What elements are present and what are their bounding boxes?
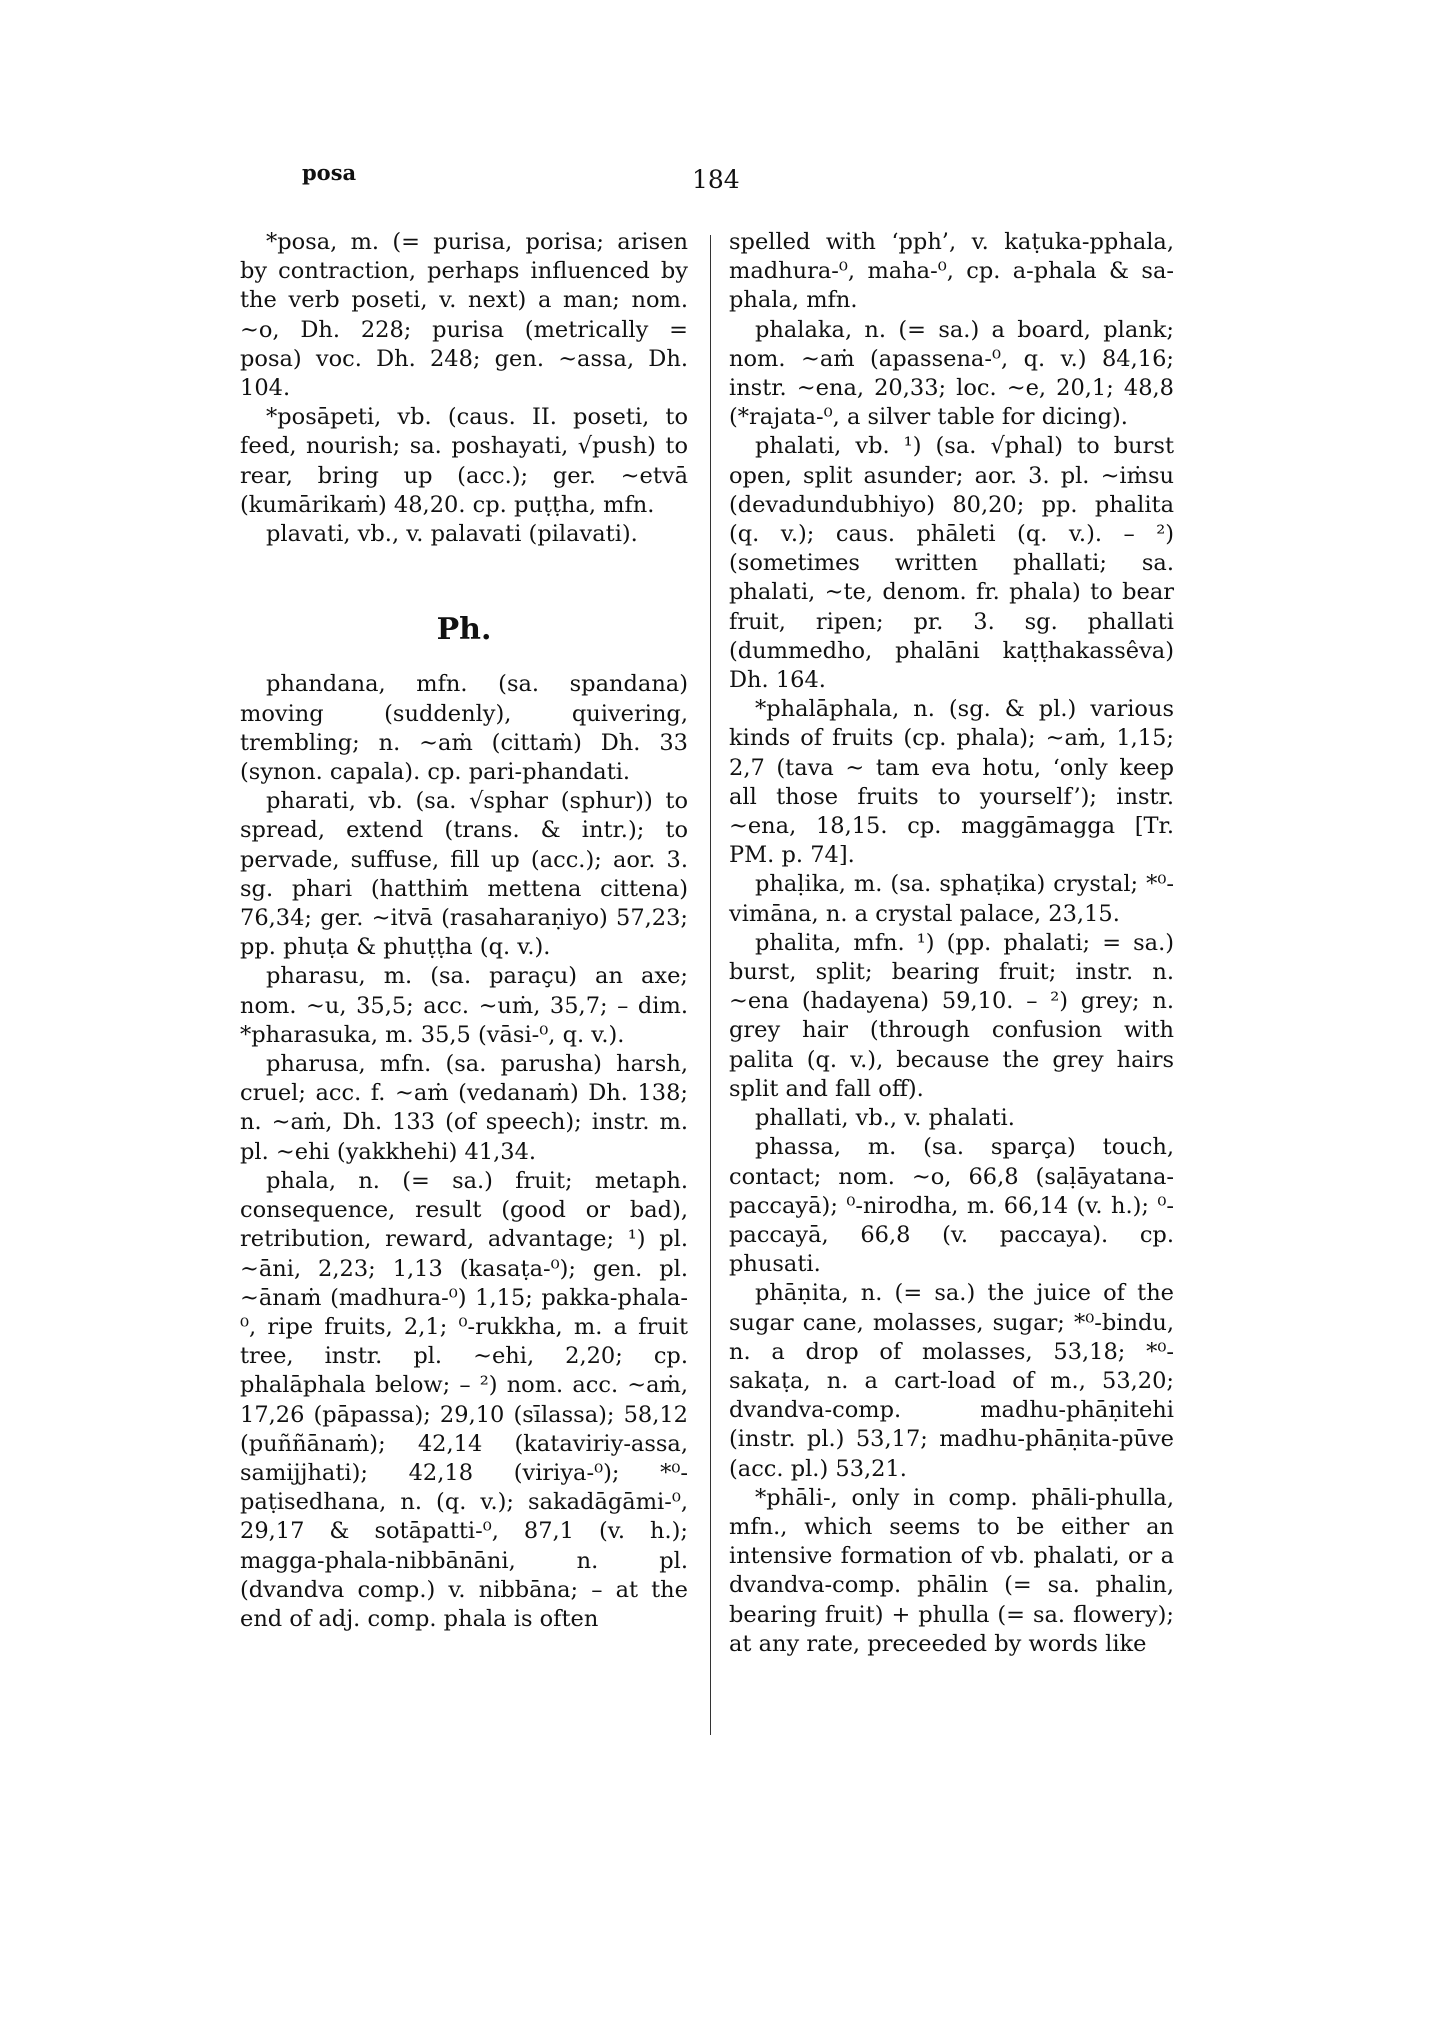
entry-posapeti: *posāpeti, vb. (caus. II. poseti, to feed, nourish; sa. poshayati, √push) to rear, bring up (acc.); ger. ~etvā (kumārikaṁ) 48,20. cp. puṭṭha, mfn. xyxy=(240,404,688,518)
section-heading: Ph. xyxy=(436,612,492,648)
column-divider xyxy=(710,235,711,1735)
entry-phallati: phallati, vb., v. phalati. xyxy=(755,1105,1015,1132)
right-column xyxy=(729,228,1174,1659)
entry-phalika: phaḷika, m. (sa. sphaṭika) crystal; *⁰-vimāna, n. a crystal palace, 23,15. xyxy=(729,871,1174,927)
entry-phalita: phalita, mfn. ¹) (pp. phalati; = sa.) burst, split; bearing fruit; instr. n. ~ena (hadayena) 59,10. – ²) grey; n. grey hair (through confusion with palita (q. v.), because the grey hairs split and fall off). xyxy=(729,929,1174,1102)
page-number: 184 xyxy=(692,165,740,194)
entry-pharati: pharati, vb. (sa. √sphar (sphur)) to spread, extend (trans. & intr.); to pervade, suffuse, fill up (acc.); aor. 3. sg. phari (hatthiṁ mettena cittena) 76,34; ger. ~itvā (rasaharaṇiyo) 57,23; pp. phuṭa & phuṭṭha (q. v.). xyxy=(240,788,688,961)
entry-posa: *posa, m. (= purisa, porisa; arisen by contraction, perhaps influenced by the verb poseti, v. next) a man; nom. ~o, Dh. 228; purisa (metrically = posa) voc. Dh. 248; gen. ~assa, Dh. 104. xyxy=(240,229,688,402)
left-column xyxy=(240,228,688,1634)
entry-pharasu: pharasu, m. (sa. paraçu) an axe; nom. ~u, 35,5; acc. ~uṁ, 35,7; – dim. *pharasuka, m. 35,5 (vāsi-⁰, q. v.). xyxy=(240,963,688,1048)
running-head: posa xyxy=(302,160,357,185)
entry-phandana: phandana, mfn. (sa. spandana) moving (suddenly), quivering, trembling; n. ~aṁ (cittaṁ) Dh. 33 (synon. capala). cp. pari-phandati. xyxy=(240,671,688,786)
entry-phali: *phāli-, only in comp. phāli-phulla, mfn., which seems to be either an intensive formation of vb. phalati, or a dvandva-comp. phālin (= sa. phalin, bearing fruit) + phulla (= sa. flowery); at any rate, preceeded by words like xyxy=(729,1484,1174,1657)
entry-pharusa: pharusa, mfn. (sa. parusha) harsh, cruel; acc. f. ~aṁ (vedanaṁ) Dh. 138; n. ~aṁ, Dh. 133 (of speech); instr. m. pl. ~ehi (yakkhehi) 41,34. xyxy=(240,1051,688,1165)
entry-phalaka: phalaka, n. (= sa.) a board, plank; nom. ~aṁ (apassena-⁰, q. v.) 84,16; instr. ~ena, 20,33; loc. ~e, 20,1; 48,8 (*rajata-⁰, a silver table for dicing). xyxy=(729,316,1174,431)
entry-phalati: phalati, vb. ¹) (sa. √phal) to burst open, split asunder; aor. 3. pl. ~iṁsu (devadundubhiyo) 80,20; pp. phalita (q. v.); caus. phāleti (q. v.). – ²) (sometimes written phallati; sa. phalati, ~te, denom. fr. phala) to bear fruit, ripen; pr. 3. sg. phallati (dummedho, phalāni kaṭṭhakassêva) Dh. 164. xyxy=(729,433,1174,694)
entry-phala: phala, n. (= sa.) fruit; metaph. consequence, result (good or bad), retribution, reward, advantage; ¹) pl. ~āni, 2,23; 1,13 (kasaṭa-⁰); gen. pl. ~ānaṁ (madhura-⁰) 1,15; pakka-phala-⁰, ripe fruits, 2,1; ⁰-rukkha, m. a fruit tree, instr. pl. ~ehi, 2,20; cp. phalāphala below; – ²) nom. acc. ~aṁ, 17,26 (pāpassa); 29,10 (sīlassa); 58,12 (puññānaṁ); 42,14 (kataviriy-assa, samijjhati); 42,18 (viriya-⁰); *⁰-paṭisedhana, n. (q. v.); sakadāgāmi-⁰, 29,17 & sotāpatti-⁰, 87,1 (v. h.); magga-phala-nibbānāni, n. pl. (dvandva comp.) v. nibbāna; – at the end of adj. comp. phala is often xyxy=(240,1167,688,1632)
entry-plavati: plavati, vb., v. palavati (pilavati). xyxy=(266,521,638,548)
entry-phala-continuation: spelled with ‘pph’, v. kaṭuka-pphala, madhura-⁰, maha-⁰, cp. a-phala & sa-phala, mfn. xyxy=(729,229,1174,314)
entry-phanita: phāṇita, n. (= sa.) the juice of the sugar cane, molasses, sugar; *⁰-bindu, n. a drop of molasses, 53,18; *⁰-sakaṭa, n. a cart-load of m., 53,20; dvandva-comp. madhu-phāṇitehi (instr. pl.) 53,17; madhu-phāṇita-pūve (acc. pl.) 53,21. xyxy=(729,1280,1174,1482)
entry-phalaphala: *phalāphala, n. (sg. & pl.) various kinds of fruits (cp. phala); ~aṁ, 1,15; 2,7 (tava ~ tam eva hotu, ‘only keep all those fruits to yourself’); instr. ~ena, 18,15. cp. maggāmagga [Tr. PM. p. 74]. xyxy=(729,696,1174,869)
entry-phassa: phassa, m. (sa. sparça) touch, contact; nom. ~o, 66,8 (saḷāyatana-paccayā); ⁰-nirodha, m. 66,14 (v. h.); ⁰-paccayā, 66,8 (v. paccaya). cp. phusati. xyxy=(729,1134,1174,1278)
